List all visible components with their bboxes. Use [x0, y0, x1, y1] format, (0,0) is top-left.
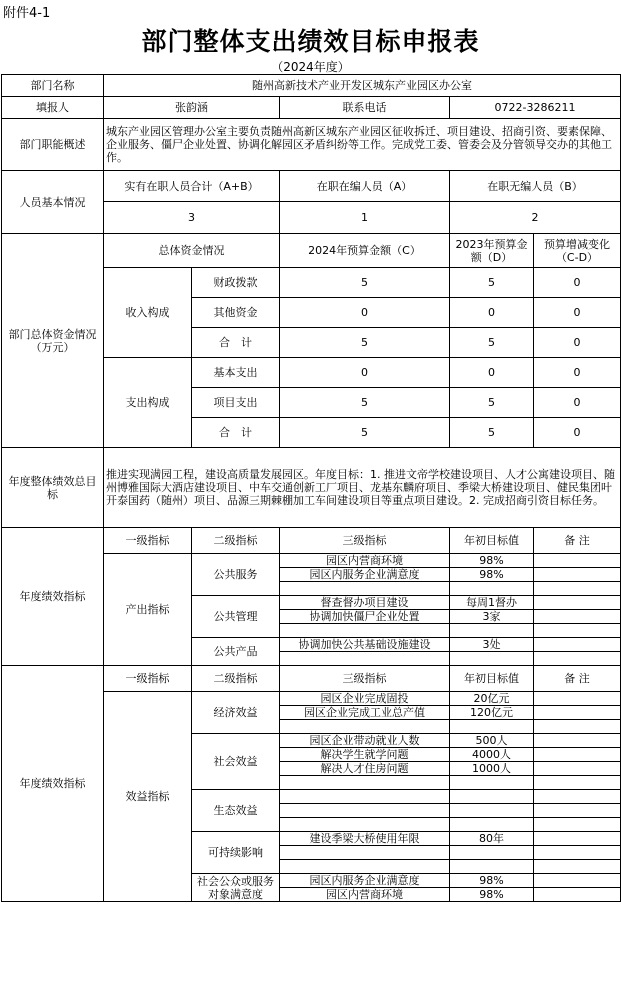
year-label: （2024年度） — [271, 60, 350, 74]
remark-cell — [534, 720, 621, 734]
third-level-indicator: 解决学生就学问题 — [280, 748, 450, 762]
target-value — [450, 720, 534, 734]
third-level-indicator: 建设季梁大桥使用年限 — [280, 832, 450, 846]
remark-cell — [534, 582, 621, 596]
staff-label: 人员基本情况 — [2, 171, 104, 234]
expense-cd: 0 — [534, 418, 621, 448]
benefit-indicators-h5: 备 注 — [534, 666, 621, 692]
target-value: 98% — [450, 554, 534, 568]
output-indicators-h4: 年初目标值 — [450, 528, 534, 554]
expense-c: 5 — [280, 418, 450, 448]
phone-label: 联系电话 — [280, 97, 450, 119]
target-value — [450, 818, 534, 832]
expense-label: 支出构成 — [104, 358, 192, 448]
target-value: 98% — [450, 568, 534, 582]
target-value — [450, 624, 534, 638]
staff-b-value: 2 — [450, 202, 621, 234]
third-level-indicator: 园区企业带动就业人数 — [280, 734, 450, 748]
target-value: 98% — [450, 874, 534, 888]
remark-cell — [534, 832, 621, 846]
target-value: 98% — [450, 888, 534, 902]
expense-d: 5 — [450, 418, 534, 448]
target-value: 1000人 — [450, 762, 534, 776]
income-c: 5 — [280, 268, 450, 298]
target-value: 3处 — [450, 638, 534, 652]
third-level-indicator — [280, 582, 450, 596]
expense-c: 5 — [280, 388, 450, 418]
income-label: 收入构成 — [104, 268, 192, 358]
output-indicators-first-level: 产出指标 — [104, 554, 192, 666]
third-level-indicator — [280, 776, 450, 790]
filler-label: 填报人 — [2, 97, 104, 119]
third-level-indicator — [280, 624, 450, 638]
benefit-indicators-label: 年度绩效指标 — [2, 666, 104, 902]
income-cd: 0 — [534, 268, 621, 298]
remark-cell — [534, 874, 621, 888]
second-level-indicator: 公共服务 — [192, 554, 280, 596]
remark-cell — [534, 776, 621, 790]
duty-label: 部门职能概述 — [2, 119, 104, 171]
income-d: 5 — [450, 268, 534, 298]
expense-cd: 0 — [534, 358, 621, 388]
funds-cd-header: 预算增减变化（C-D） — [534, 234, 621, 268]
expense-c: 0 — [280, 358, 450, 388]
page-title: 部门整体支出绩效目标申报表 — [141, 27, 480, 56]
third-level-indicator — [280, 720, 450, 734]
second-level-indicator: 可持续影响 — [192, 832, 280, 874]
performance-goal-table — [1, 74, 621, 902]
second-level-indicator: 生态效益 — [192, 790, 280, 832]
remark-cell — [534, 568, 621, 582]
expense-d: 0 — [450, 358, 534, 388]
funds-c-header: 2024年预算金额（C） — [280, 234, 450, 268]
third-level-indicator — [280, 790, 450, 804]
output-indicators-h3: 三级指标 — [280, 528, 450, 554]
remark-cell — [534, 860, 621, 874]
income-item-name: 财政拨款 — [192, 268, 280, 298]
remark-cell — [534, 596, 621, 610]
remark-cell — [534, 652, 621, 666]
target-value: 500人 — [450, 734, 534, 748]
staff-a-value: 1 — [280, 202, 450, 234]
benefit-indicators-h4: 年初目标值 — [450, 666, 534, 692]
target-value — [450, 846, 534, 860]
third-level-indicator — [280, 818, 450, 832]
benefit-indicators-h2: 二级指标 — [192, 666, 280, 692]
funds-d-header: 2023年预算金额（D） — [450, 234, 534, 268]
income-d: 0 — [450, 298, 534, 328]
output-indicators-label: 年度绩效指标 — [2, 528, 104, 666]
target-value: 120亿元 — [450, 706, 534, 720]
second-level-indicator: 公共管理 — [192, 596, 280, 638]
staff-total-header: 实有在职人员合计（A+B） — [104, 171, 280, 202]
benefit-indicators-h1: 一级指标 — [104, 666, 192, 692]
third-level-indicator: 园区内服务企业满意度 — [280, 874, 450, 888]
duty-text: 城东产业园区管理办公室主要负责随州高新区城东产业园区征收拆迁、项目建设、招商引资、要素保障、企业服务、僵尸企业处置、协调化解园区矛盾纠纷等工作。完成党工委、管委会及分管领导交办的其他工作。 — [104, 119, 621, 171]
target-value — [450, 776, 534, 790]
output-indicators-h5: 备 注 — [534, 528, 621, 554]
target-value: 4000人 — [450, 748, 534, 762]
target-value — [450, 652, 534, 666]
third-level-indicator — [280, 846, 450, 860]
expense-item-name: 合 计 — [192, 418, 280, 448]
income-c: 5 — [280, 328, 450, 358]
income-d: 5 — [450, 328, 534, 358]
income-item-name: 合 计 — [192, 328, 280, 358]
staff-total-value: 3 — [104, 202, 280, 234]
third-level-indicator: 督查督办项目建设 — [280, 596, 450, 610]
target-value — [450, 804, 534, 818]
attachment-label: 附件4-1 — [3, 6, 51, 21]
target-value — [450, 582, 534, 596]
remark-cell — [534, 888, 621, 902]
overall-goal-label: 年度整体绩效总目标 — [2, 448, 104, 528]
third-level-indicator: 解决人才住房问题 — [280, 762, 450, 776]
funds-label: 部门总体资金情况（万元） — [2, 234, 104, 448]
target-value — [450, 790, 534, 804]
expense-d: 5 — [450, 388, 534, 418]
remark-cell — [534, 818, 621, 832]
third-level-indicator: 协调加快公共基础设施建设 — [280, 638, 450, 652]
staff-a-header: 在职在编人员（A） — [280, 171, 450, 202]
third-level-indicator: 园区内营商环境 — [280, 554, 450, 568]
remark-cell — [534, 734, 621, 748]
third-level-indicator: 园区企业完成工业总产值 — [280, 706, 450, 720]
output-indicators-h2: 二级指标 — [192, 528, 280, 554]
third-level-indicator: 园区企业完成固投 — [280, 692, 450, 706]
output-indicators-h1: 一级指标 — [104, 528, 192, 554]
dept-name-value: 随州高新技术产业开发区城东产业园区办公室 — [104, 75, 621, 97]
expense-item-name: 基本支出 — [192, 358, 280, 388]
remark-cell — [534, 762, 621, 776]
target-value: 80年 — [450, 832, 534, 846]
third-level-indicator — [280, 860, 450, 874]
third-level-indicator — [280, 804, 450, 818]
second-level-indicator: 公共产品 — [192, 638, 280, 666]
filler-name: 张韵涵 — [104, 97, 280, 119]
benefit-indicators-first-level: 效益指标 — [104, 692, 192, 902]
target-value: 每周1督办 — [450, 596, 534, 610]
target-value: 3家 — [450, 610, 534, 624]
income-cd: 0 — [534, 328, 621, 358]
benefit-indicators-h3: 三级指标 — [280, 666, 450, 692]
third-level-indicator: 协调加快僵尸企业处置 — [280, 610, 450, 624]
third-level-indicator: 园区内服务企业满意度 — [280, 568, 450, 582]
second-level-indicator: 社会效益 — [192, 734, 280, 790]
income-item-name: 其他资金 — [192, 298, 280, 328]
remark-cell — [534, 692, 621, 706]
remark-cell — [534, 748, 621, 762]
overall-goal-text: 推进实现满园工程，建设高质量发展园区。年度目标：1. 推进文帝学校建设项目、人才公寓建设项目、随州博雅国际大酒店建设项目、中车交通创新工厂项目、龙基东麟府项目、季梁大桥建设项目、健民集团叶开泰国药（随州）项目、品源三期棘棚加工车间建设项目等重点项目建设。2. 完成招商引资目标任务。 — [104, 448, 621, 528]
third-level-indicator: 园区内营商环境 — [280, 888, 450, 902]
remark-cell — [534, 706, 621, 720]
second-level-indicator: 社会公众或服务对象满意度 — [192, 874, 280, 902]
dept-name-label: 部门名称 — [2, 75, 104, 97]
expense-item-name: 项目支出 — [192, 388, 280, 418]
remark-cell — [534, 846, 621, 860]
income-c: 0 — [280, 298, 450, 328]
staff-b-header: 在职无编人员（B） — [450, 171, 621, 202]
remark-cell — [534, 790, 621, 804]
funds-overall-header: 总体资金情况 — [104, 234, 280, 268]
income-cd: 0 — [534, 298, 621, 328]
remark-cell — [534, 610, 621, 624]
remark-cell — [534, 554, 621, 568]
expense-cd: 0 — [534, 388, 621, 418]
phone-value: 0722-3286211 — [450, 97, 621, 119]
remark-cell — [534, 624, 621, 638]
target-value: 20亿元 — [450, 692, 534, 706]
third-level-indicator — [280, 652, 450, 666]
remark-cell — [534, 638, 621, 652]
second-level-indicator: 经济效益 — [192, 692, 280, 734]
target-value — [450, 860, 534, 874]
remark-cell — [534, 804, 621, 818]
